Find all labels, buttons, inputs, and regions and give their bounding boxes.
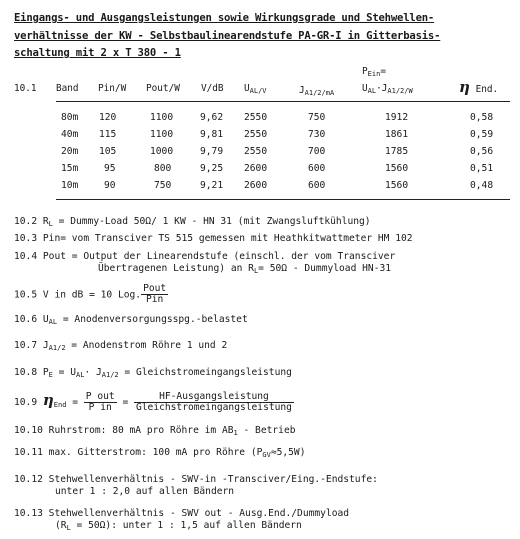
table-bottom-rule xyxy=(56,199,510,200)
title-line-2: verhältnisse der KW - Selbstbaulinearendstufe PA-GR-I in Gitterbasis- xyxy=(14,30,441,42)
eta-symbol: η xyxy=(42,391,54,409)
header-pein-bottom: $U_{AL}\cdot J_{A1/2/W}$ xyxy=(362,83,413,95)
title-line-1: Eingangs- und Ausgangsleistungen sowie Wirkungsgrade und Stehwellen- xyxy=(14,12,435,24)
fraction-pout-pin-eta: $\frac{\text{P out}}{\text{P in}}$ xyxy=(85,390,115,413)
header-eta: η End. xyxy=(459,78,499,96)
note-10-10: 10.10 Ruhrstrom: 80 mA pro Röhre im $AB_1$ - Betrieb xyxy=(14,425,296,437)
header-ja: $J_{A1/2/mA}$ xyxy=(299,85,335,97)
header-pin: Pin/W xyxy=(98,83,127,94)
note-10-4-line2: Übertragenen Leistung) an $R_L= 50\Omega$ - Dummyload HN-31 xyxy=(98,263,392,275)
note-10-12-line2: unter 1 : 2,0 auf allen Bändern xyxy=(55,486,235,497)
fraction-hf-gleichstrom: $\frac{\text{HF-Ausgangsleistung}}{\text{Gleichstromeingangsleistung}}$ xyxy=(136,390,292,413)
fraction-pout-pin: $\frac{\text{Pout}}{\text{Pin}}$ xyxy=(143,283,167,305)
header-pein-top: $P_{Ein}=$ xyxy=(362,66,386,78)
section-number: 10.1 xyxy=(14,83,37,94)
note-10-9: 10.9 $\eta_{End}$ = $\frac{\text{P out}}{\text{P in}}$ = $\frac{\text{HF-Ausgangsleistung}}{\text{Gleichstromeingangsleistung}}$ xyxy=(14,390,292,413)
table-top-rule xyxy=(56,101,510,102)
note-10-12: 10.12 Stehwellenverhältnis - SWV-in -Transciver/Eing.-Endstufe: xyxy=(14,474,378,485)
header-pout: Pout/W xyxy=(146,83,180,94)
title-line-3: schaltung mit 2 x T 380 - 1 xyxy=(14,47,181,59)
note-10-4: 10.4 Pout = Output der Linearendstufe (einschl. der vom Transciver xyxy=(14,251,396,262)
header-band: Band xyxy=(56,83,79,94)
header-ual: $U_{AL/V}$ xyxy=(244,83,267,95)
note-10-3: 10.3 Pin= vom Transciver TS 515 gemessen mit Heathkitwattmeter HM 102 xyxy=(14,233,413,244)
note-10-13: 10.13 Stehwellenverhältnis - SWV out - Ausg.End./Dummyload xyxy=(14,508,350,519)
note-10-11: 10.11 max. Gitterstrom: 100 mA pro Röhre $(P_{GV}\approx 5,5W)$ xyxy=(14,447,306,459)
note-10-6: 10.6 $U_{AL}$ = Anodenversorgungsspg.-belastet xyxy=(14,314,248,326)
note-10-7: 10.7 $J_{A1/2}$ = Anodenstrom Röhre 1 und 2 xyxy=(14,340,228,352)
note-10-2: 10.2 $R_L$ = Dummy-Load 50Ω/ 1 KW - HN 31 (mit Zwangsluftkühlung) xyxy=(14,216,371,228)
note-10-13-line2: $(R_L = 50\Omega)$: unter 1 : 1,5 auf allen Bändern xyxy=(55,520,302,532)
note-10-5: 10.5 V in dB = 10 Log. $\frac{\text{Pout}}{\text{Pin}}$ xyxy=(14,283,167,305)
note-10-8: 10.8 $P_E = U_{AL}\cdot J_{A1/2}$ = Gleichstromeingangsleistung xyxy=(14,367,292,379)
header-vdb: V/dB xyxy=(201,83,224,94)
